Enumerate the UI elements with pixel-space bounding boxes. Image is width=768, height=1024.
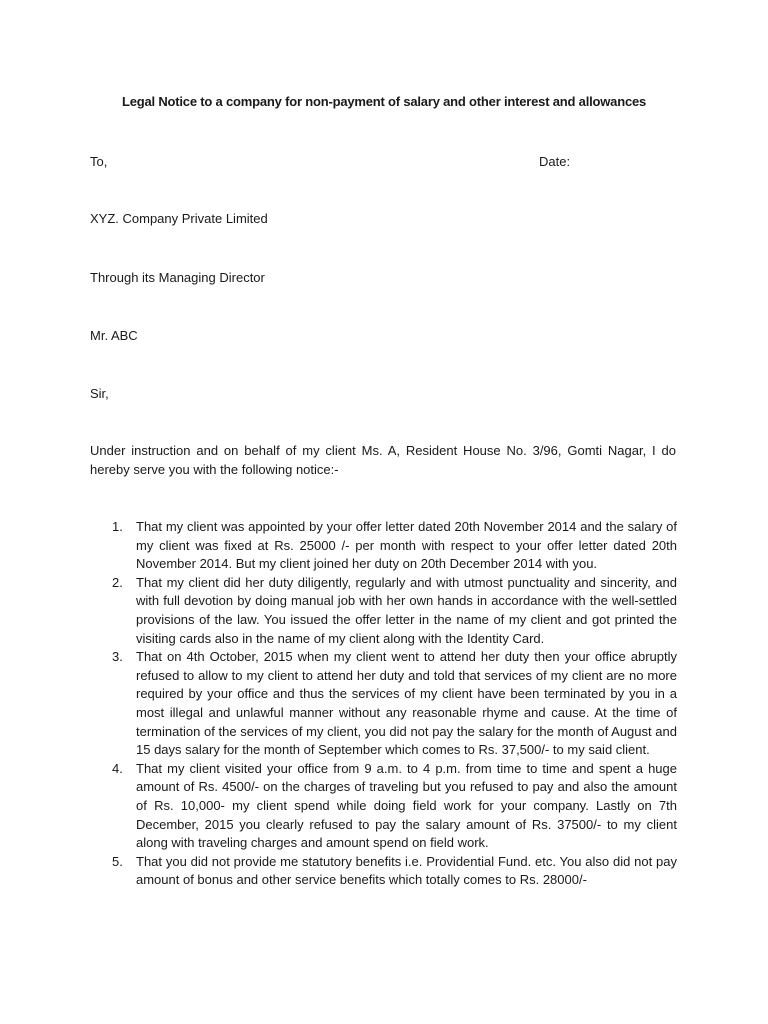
salutation: Sir,	[90, 386, 109, 401]
list-item-text: That my client was appointed by your offer letter dated 20th November 2014 and the salary of my client was fixed at Rs. 25000 /- per month with respect to your offer letter dated 20th November 2014. But my client joined her duty on 20th December 2014 with you.	[136, 519, 677, 572]
document-title: Legal Notice to a company for non-payment of salary and other interest and allowances	[121, 94, 647, 109]
recipient-name: Mr. ABC	[90, 328, 138, 343]
recipient-company: XYZ. Company Private Limited	[90, 211, 268, 226]
notice-list	[90, 518, 677, 890]
list-item-number: 5.	[112, 853, 123, 869]
recipient-through: Through its Managing Director	[90, 270, 265, 285]
date-label: Date:	[539, 154, 571, 169]
list-item	[90, 760, 677, 853]
list-item-number: 3.	[112, 649, 123, 665]
list-item-number: 1.	[112, 519, 123, 534]
list-item	[90, 648, 677, 760]
list-item-text: That you did not provide me statutory benefits i.e. Providential Fund. etc. You also did not pay amount of bonus and other service benefits which totally comes to Rs. 28000/-	[136, 853, 677, 888]
list-item-text: That my client did her duty diligently, regularly and with utmost punctuality and sincerity, and with full devotion by doing manual job with her own hands in accordance with the well-settled provisions of the law. You issued the offer letter in the name of my client and got printed the visiting cards also in the name of my client along with the Identity Card.	[136, 574, 677, 646]
list-item	[90, 574, 677, 648]
list-item-text: That on 4th October, 2015 when my client went to attend her duty then your office abruptly refused to allow to my client to attend her duty and told that services of my client are no more required by your office and thus the services of my client have been terminated by you in a most illegal and unlawful manner without any reasonable rhyme and cause. At the time of termination of the services of my client, you did not pay the salary for the month of August and 15 days salary for the month of September which comes to Rs. 37,500/- to my said client.	[136, 649, 677, 758]
list-item-number: 4.	[112, 760, 123, 776]
list-item	[90, 518, 677, 574]
to-label: To,	[90, 154, 108, 169]
list-item-number: 2.	[112, 574, 123, 590]
intro-paragraph: Under instruction and on behalf of my client Ms. A, Resident House No. 3/96, Gomti Nagar, I do hereby serve you with the following notice:-	[90, 443, 676, 477]
list-item-text: That my client visited your office from 9 a.m. to 4 p.m. from time to time and spent a huge amount of Rs. 4500/- on the charges of traveling but you refused to pay and also the amount of Rs. 10,000- my client spend while doing field work for your company. Lastly on 7th December, 2015 you clearly refused to pay the salary amount of Rs. 37500/- to my client along with traveling charges and amount spend on field work.	[136, 760, 677, 851]
list-item	[90, 853, 677, 890]
